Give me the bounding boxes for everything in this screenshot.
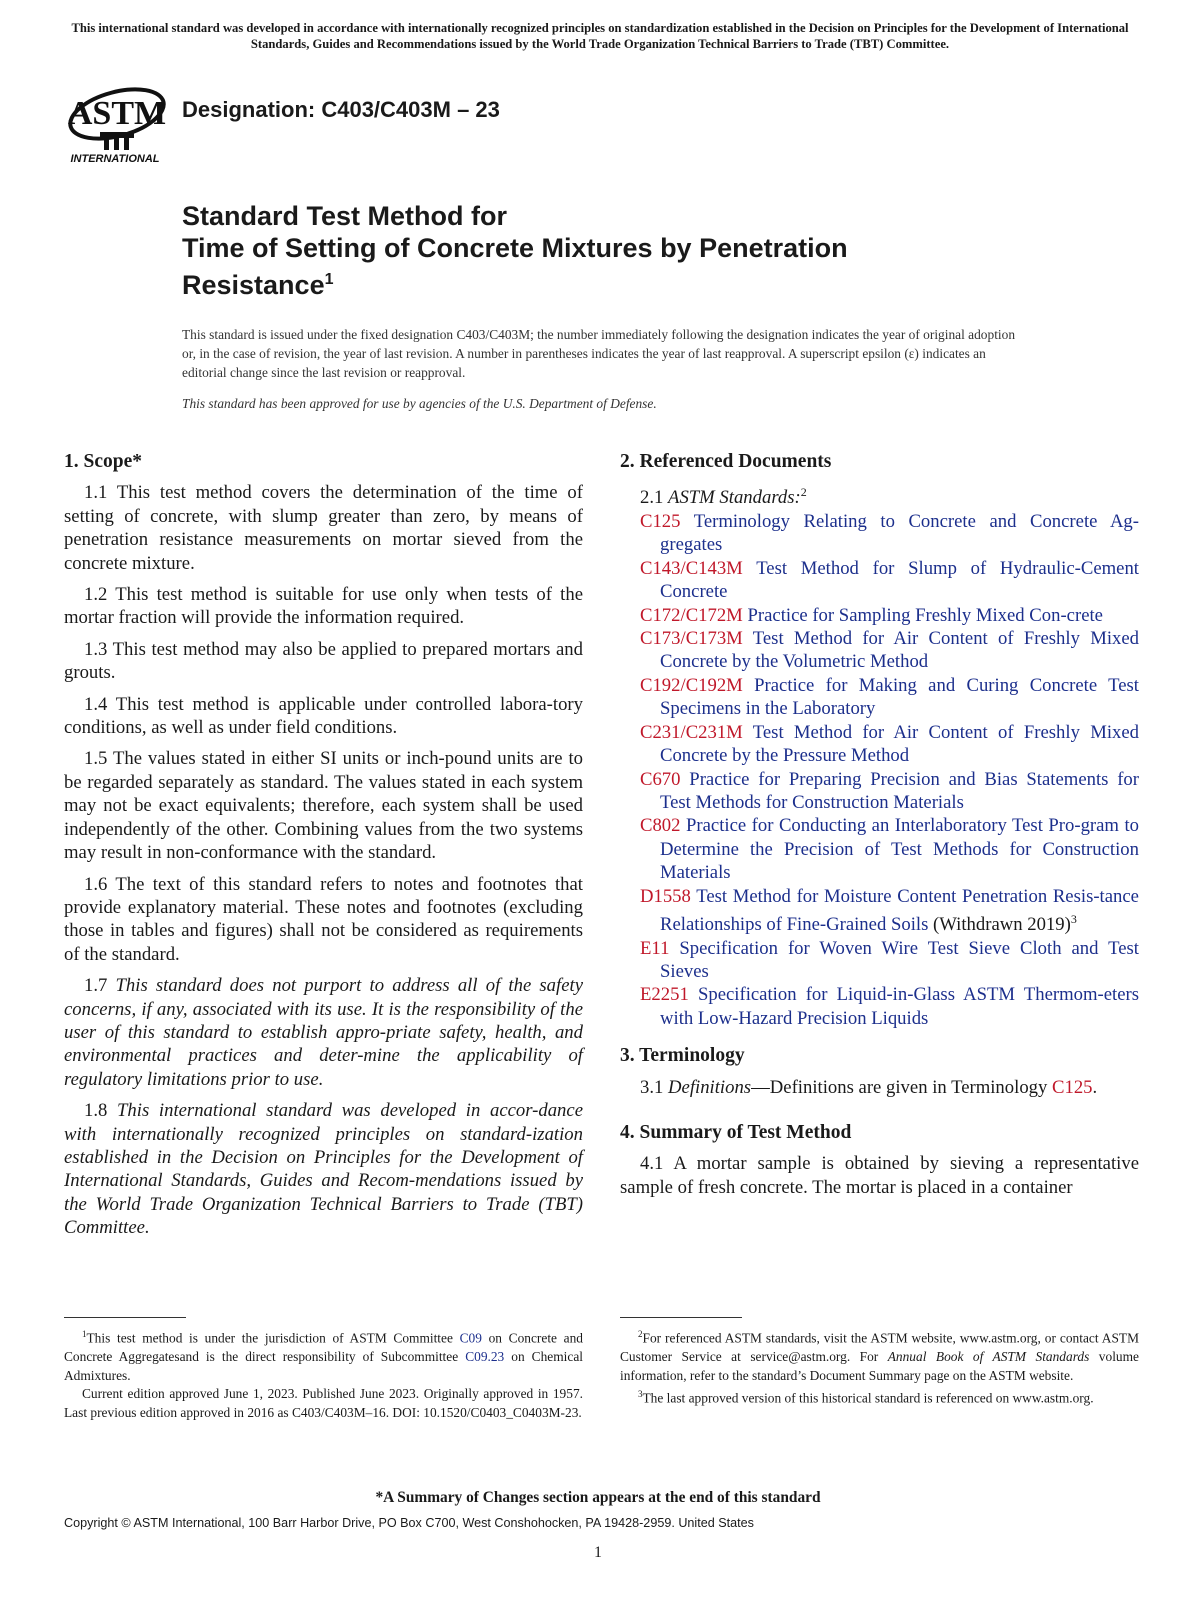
top-note: This international standard was developed in accordance with internationally recognized principles on standardization established in the Decision on Principles for the Development of International Standards, Guides and Recommendations issued by the World Trade Organization Technical Barriers to Trade (TBT) Committee. [71, 21, 1129, 51]
reference-item[interactable] [620, 885, 1139, 937]
reference-title[interactable]: Test Method for Air Content of Freshly Mixed Concrete by the Volumetric Method [660, 628, 1139, 673]
logo-subtext: INTERNATIONAL [70, 153, 160, 165]
right-column [620, 450, 1139, 1207]
reference-code[interactable]: C172/C172M [640, 604, 743, 626]
reference-code[interactable]: C231/C231M [640, 721, 743, 743]
footnotes-right [620, 1325, 1139, 1408]
reference-code[interactable]: C192/C192M [640, 674, 743, 696]
paragraph-1-4: 1.4 This test method is applicable under controlled labora-tory conditions, as well as under field conditions. [64, 693, 583, 739]
left-column [64, 450, 583, 1248]
reference-title[interactable]: Test Method for Moisture Content Penetration Resis-tance Relationships of Fine-Grained Soils [660, 885, 1139, 936]
paragraph-3-1: 3.1 Definitions—Definitions are given in Terminology C125. [640, 1076, 1098, 1098]
reference-code[interactable]: E11 [640, 937, 670, 959]
reference-code[interactable]: E2251 [640, 984, 689, 1006]
issued-note: This standard is issued under the fixed designation C403/C403M; the number immediately following the designation indicates the year of original adoption or, in the case of revision, the year of last revision. A number in parentheses indicates the year of last reapproval. A superscript epsilon (ε) indicates an editorial change since the last revision or reapproval. [182, 327, 1016, 381]
terminology-link-c125[interactable]: C125 [1052, 1076, 1093, 1098]
link-c09[interactable]: C09 [459, 1330, 482, 1346]
page-title [182, 200, 1082, 301]
reference-item[interactable] [620, 604, 1139, 627]
paragraph-2-1: 2.1 ASTM Standards:$^2$ [640, 485, 807, 509]
reference-title[interactable]: Practice for Conducting an Interlaboratory Test Pro-gram to Determine the Precision of Test Methods for Construction Materials [660, 815, 1140, 884]
reference-title[interactable]: Specification for Woven Wire Test Sieve Cloth and Test Sieves [660, 937, 1139, 982]
reference-status: (Withdrawn 2019) [933, 914, 1071, 936]
reference-item[interactable] [620, 557, 1139, 604]
reference-title[interactable]: Specification for Liquid-in-Glass ASTM Thermom-eters with Low-Hazard Precision Liquids [660, 984, 1140, 1029]
astm-logo [64, 70, 170, 166]
footnote-1: $^1$This test method is under the jurisdiction of ASTM Committee C09 on Concrete and Concrete Aggregatesand is the direct responsibility of Subcommittee C09.23 on Chemical Admixtures. [64, 1329, 583, 1383]
reference-item[interactable] [620, 814, 1139, 884]
reference-title[interactable]: Test Method for Air Content of Freshly Mixed Concrete by the Pressure Method [660, 721, 1139, 767]
logo-text: ASTM [67, 95, 167, 132]
section-heading-scope: 1. Scope* [64, 451, 142, 472]
paragraph-1-7: 1.7 This standard does not purport to address all of the safety concerns, if any, associated with its use. It is the responsibility of the user of this standard to establish appro-priate safety, health, and environmental practices and deter-mine the applicability of regulatory limitations prior to use. [64, 975, 583, 1090]
reference-code[interactable]: C125 [640, 511, 681, 533]
paragraph-1-5: 1.5 The values stated in either SI units or inch-pound units are to be regarded separately as standard. The values stated in each system may not be exact equivalents; therefore, each system shall be used independently of the other. Combining values from the two systems may result in non-conformance with the standard. [64, 748, 583, 864]
summary-of-changes-note: *A Summary of Changes section appears at the end of this standard [375, 1489, 821, 1506]
reference-title[interactable]: Terminology Relating to Concrete and Concrete Ag-gregates [660, 511, 1140, 556]
title-line1: Standard Test Method for [182, 201, 508, 231]
paragraph-1-3: 1.3 This test method may also be applied to prepared mortars and grouts. [64, 638, 583, 684]
section-heading-summary: 4. Summary of Test Method [620, 1122, 852, 1144]
paragraph-1-2: 1.2 This test method is suitable for use only when tests of the mortar fraction will provide the information required. [64, 584, 583, 629]
reference-title[interactable]: Practice for Preparing Precision and Bias Statements for Test Methods for Construction Materials [660, 768, 1140, 813]
reference-item[interactable] [620, 510, 1139, 557]
reference-code[interactable]: C173/C173M [640, 628, 743, 650]
preamble [182, 325, 1024, 413]
dod-note: This standard has been approved for use by agencies of the U.S. Department of Defense. [182, 395, 657, 411]
reference-code[interactable]: C143/C143M [640, 557, 743, 579]
designation: Designation: C403/C403M – 23 [182, 97, 500, 122]
reference-list [620, 510, 1139, 1030]
reference-item[interactable] [620, 674, 1139, 721]
reference-title[interactable]: Practice for Making and Curing Concrete Test Specimens in the Laboratory [660, 674, 1140, 720]
link-c09-23[interactable]: C09.23 [465, 1349, 505, 1365]
footnote-rule-left [64, 1317, 186, 1318]
title-footnote-ref[interactable]: 1 [324, 271, 334, 288]
footnote-2: $^2$For referenced ASTM standards, visit the ASTM website, www.astm.org, or contact ASTM Customer Service at service@astm.org. For Annual Book of ASTM Standards volume information, refer to the standard’s Document Summary page on the ASTM website. [620, 1329, 1139, 1383]
paragraph-1-6: 1.6 The text of this standard refers to notes and footnotes that provide explanatory material. These notes and footnotes (excluding those in tables and figures) shall not be considered as requirements of the standard. [64, 873, 583, 965]
reference-item[interactable] [620, 768, 1139, 815]
paragraph-1-8: 1.8 This international standard was developed in accor-dance with internationally recognized principles on standard-ization established in the Decision on Principles for the Development of International Standards, Guides and Recom-mendations issued by the World Trade Organization Technical Barriers to Trade (TBT) Committee. [64, 1100, 583, 1239]
reference-code[interactable]: C670 [640, 768, 681, 790]
section-heading-terminology: 3. Terminology [620, 1045, 745, 1067]
footnotes-left [64, 1325, 583, 1422]
reference-footnote-ref[interactable]: 3 [1070, 911, 1077, 926]
paragraph-4-1: 4.1 A mortar sample is obtained by sieving a representative sample of fresh concrete. The mortar is placed in a container [620, 1153, 1139, 1198]
reference-item[interactable] [620, 983, 1139, 1030]
paragraph-1-1: 1.1 This test method covers the determination of the time of setting of concrete, with slump greater than zero, by means of penetration resistance measurements on mortar sieved from the concrete mixture. [64, 482, 583, 574]
page-number: 1 [594, 1544, 602, 1561]
title-line3: Resistance [182, 270, 325, 300]
reference-item[interactable] [620, 937, 1139, 984]
copyright: Copyright © ASTM International, 100 Barr Harbor Drive, PO Box C700, West Conshohocken, PA 19428-2959. United States [64, 1516, 754, 1530]
title-line2: Time of Setting of Concrete Mixtures by Penetration [182, 233, 848, 263]
reference-code[interactable]: D1558 [640, 885, 691, 907]
reference-item[interactable] [620, 721, 1139, 768]
section-heading-referenced-documents: 2. Referenced Documents [620, 451, 832, 472]
reference-title[interactable]: Practice for Sampling Freshly Mixed Con-crete [747, 604, 1103, 626]
reference-code[interactable]: C802 [640, 815, 681, 837]
footnote-rule-right [620, 1317, 742, 1318]
reference-item[interactable] [620, 627, 1139, 674]
footnote-3: $^3$The last approved version of this historical standard is referenced on www.astm.org. [638, 1389, 1094, 1406]
footnote-1-edition: Current edition approved June 1, 2023. Published June 2023. Originally approved in 1957. Last previous edition approved in 2016 as C403/C403M–16. DOI: 10.1520/C0403_C0403M-23. [64, 1386, 583, 1420]
reference-title[interactable]: Test Method for Slump of Hydraulic-Cement Concrete [660, 557, 1139, 603]
